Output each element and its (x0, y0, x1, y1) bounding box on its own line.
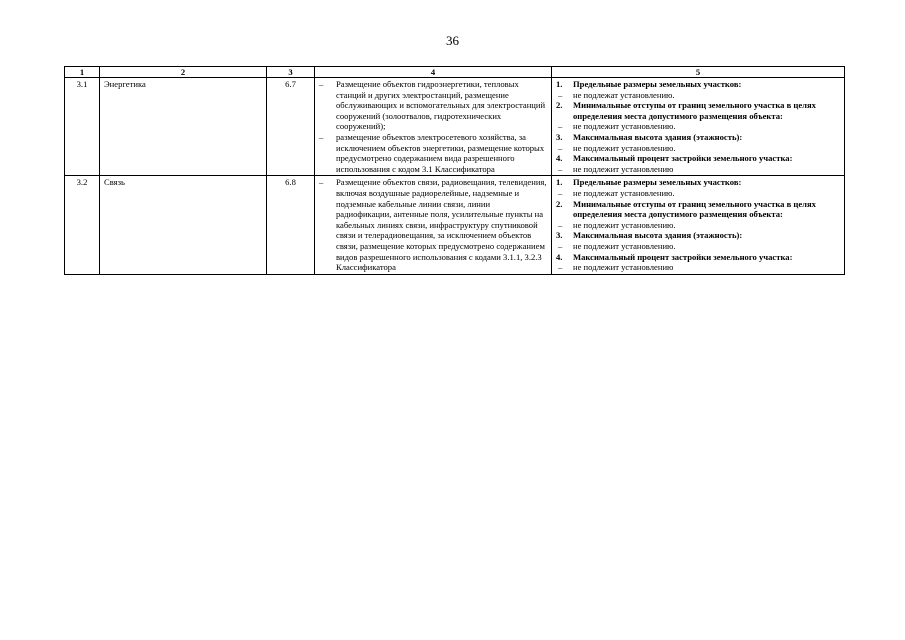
table-row (65, 176, 845, 274)
use-parameters (552, 176, 845, 274)
table-row (65, 78, 845, 176)
parameter-title: 4. Максимальный процент застройки земельного участка: (556, 153, 793, 164)
table-header-row (65, 67, 845, 78)
use-description (315, 78, 552, 176)
parameter-title: 3. Максимальная высота здания (этажность): (556, 230, 743, 241)
parameter-title: 2. Минимальные отступы от границ земельного участка в целях определения места допустимого размещения объекта: (556, 198, 816, 220)
land-use-table (64, 66, 845, 275)
parameter-title: 3. Максимальная высота здания (этажность): (556, 131, 743, 142)
use-type-name: Связь (100, 176, 267, 274)
parameter-value: – не подлежит установлению (556, 262, 840, 273)
column-header: 2 (100, 67, 267, 78)
parameter-title: 1. Предельные размеры земельных участков: (556, 177, 742, 188)
parameter-value: – не подлежат установлению. (556, 188, 840, 199)
description-item: – Размещение объектов связи, радиовещания, телевидения, включая воздушные радиорелейные, надземные и подземные кабельные линии связи, линии радиофикации, антенные поля, усилительные пункты на кабельных линиях связи, инфраструктуру спутниковой связи и телерадиовещания, за исключением объектов связи, размещение которых предусмотрено содержанием видов разрешенного использования с кодами 3.1.1, 3.2.3 Классификатора (319, 177, 547, 272)
parameter-value: – не подлежит установлению. (556, 220, 840, 231)
parameter-value: – не подлежит установлению. (556, 143, 840, 154)
column-header: 1 (65, 67, 100, 78)
column-header: 4 (315, 67, 552, 78)
use-type-name: Энергетика (100, 78, 267, 176)
page-number: 36 (446, 33, 459, 48)
use-parameters (552, 78, 845, 176)
description-item: – размещение объектов электросетевого хозяйства, за исключением объектов энергетики, размещение которых предусмотрено содержанием вида разрешенного использования с кодом 3.1 Классификатора (319, 132, 547, 174)
parameter-value: – не подлежит установлению. (556, 241, 840, 252)
use-type-code: 6.7 (267, 78, 315, 176)
row-number: 3.1 (65, 78, 100, 176)
row-number: 3.2 (65, 176, 100, 274)
parameter-value: – не подлежит установлению (556, 164, 840, 175)
use-description (315, 176, 552, 274)
column-header: 3 (267, 67, 315, 78)
column-header: 5 (552, 67, 845, 78)
description-item: – Размещение объектов гидроэнергетики, тепловых станций и других электростанций, размещение обслуживающих и вспомогательных для электростанций сооружений (золоотвалов, гидротехнических сооружений); (319, 79, 547, 132)
parameter-title: 2. Минимальные отступы от границ земельного участка в целях определения места допустимого размещения объекта: (556, 100, 816, 121)
use-type-code: 6.8 (267, 176, 315, 274)
parameter-value: – не подлежат установлению. (556, 90, 840, 101)
parameter-title: 1. Предельные размеры земельных участков: (556, 79, 742, 89)
parameter-value: – не подлежит установлению. (556, 121, 840, 132)
parameter-title: 4. Максимальный процент застройки земельного участка: (556, 251, 793, 262)
